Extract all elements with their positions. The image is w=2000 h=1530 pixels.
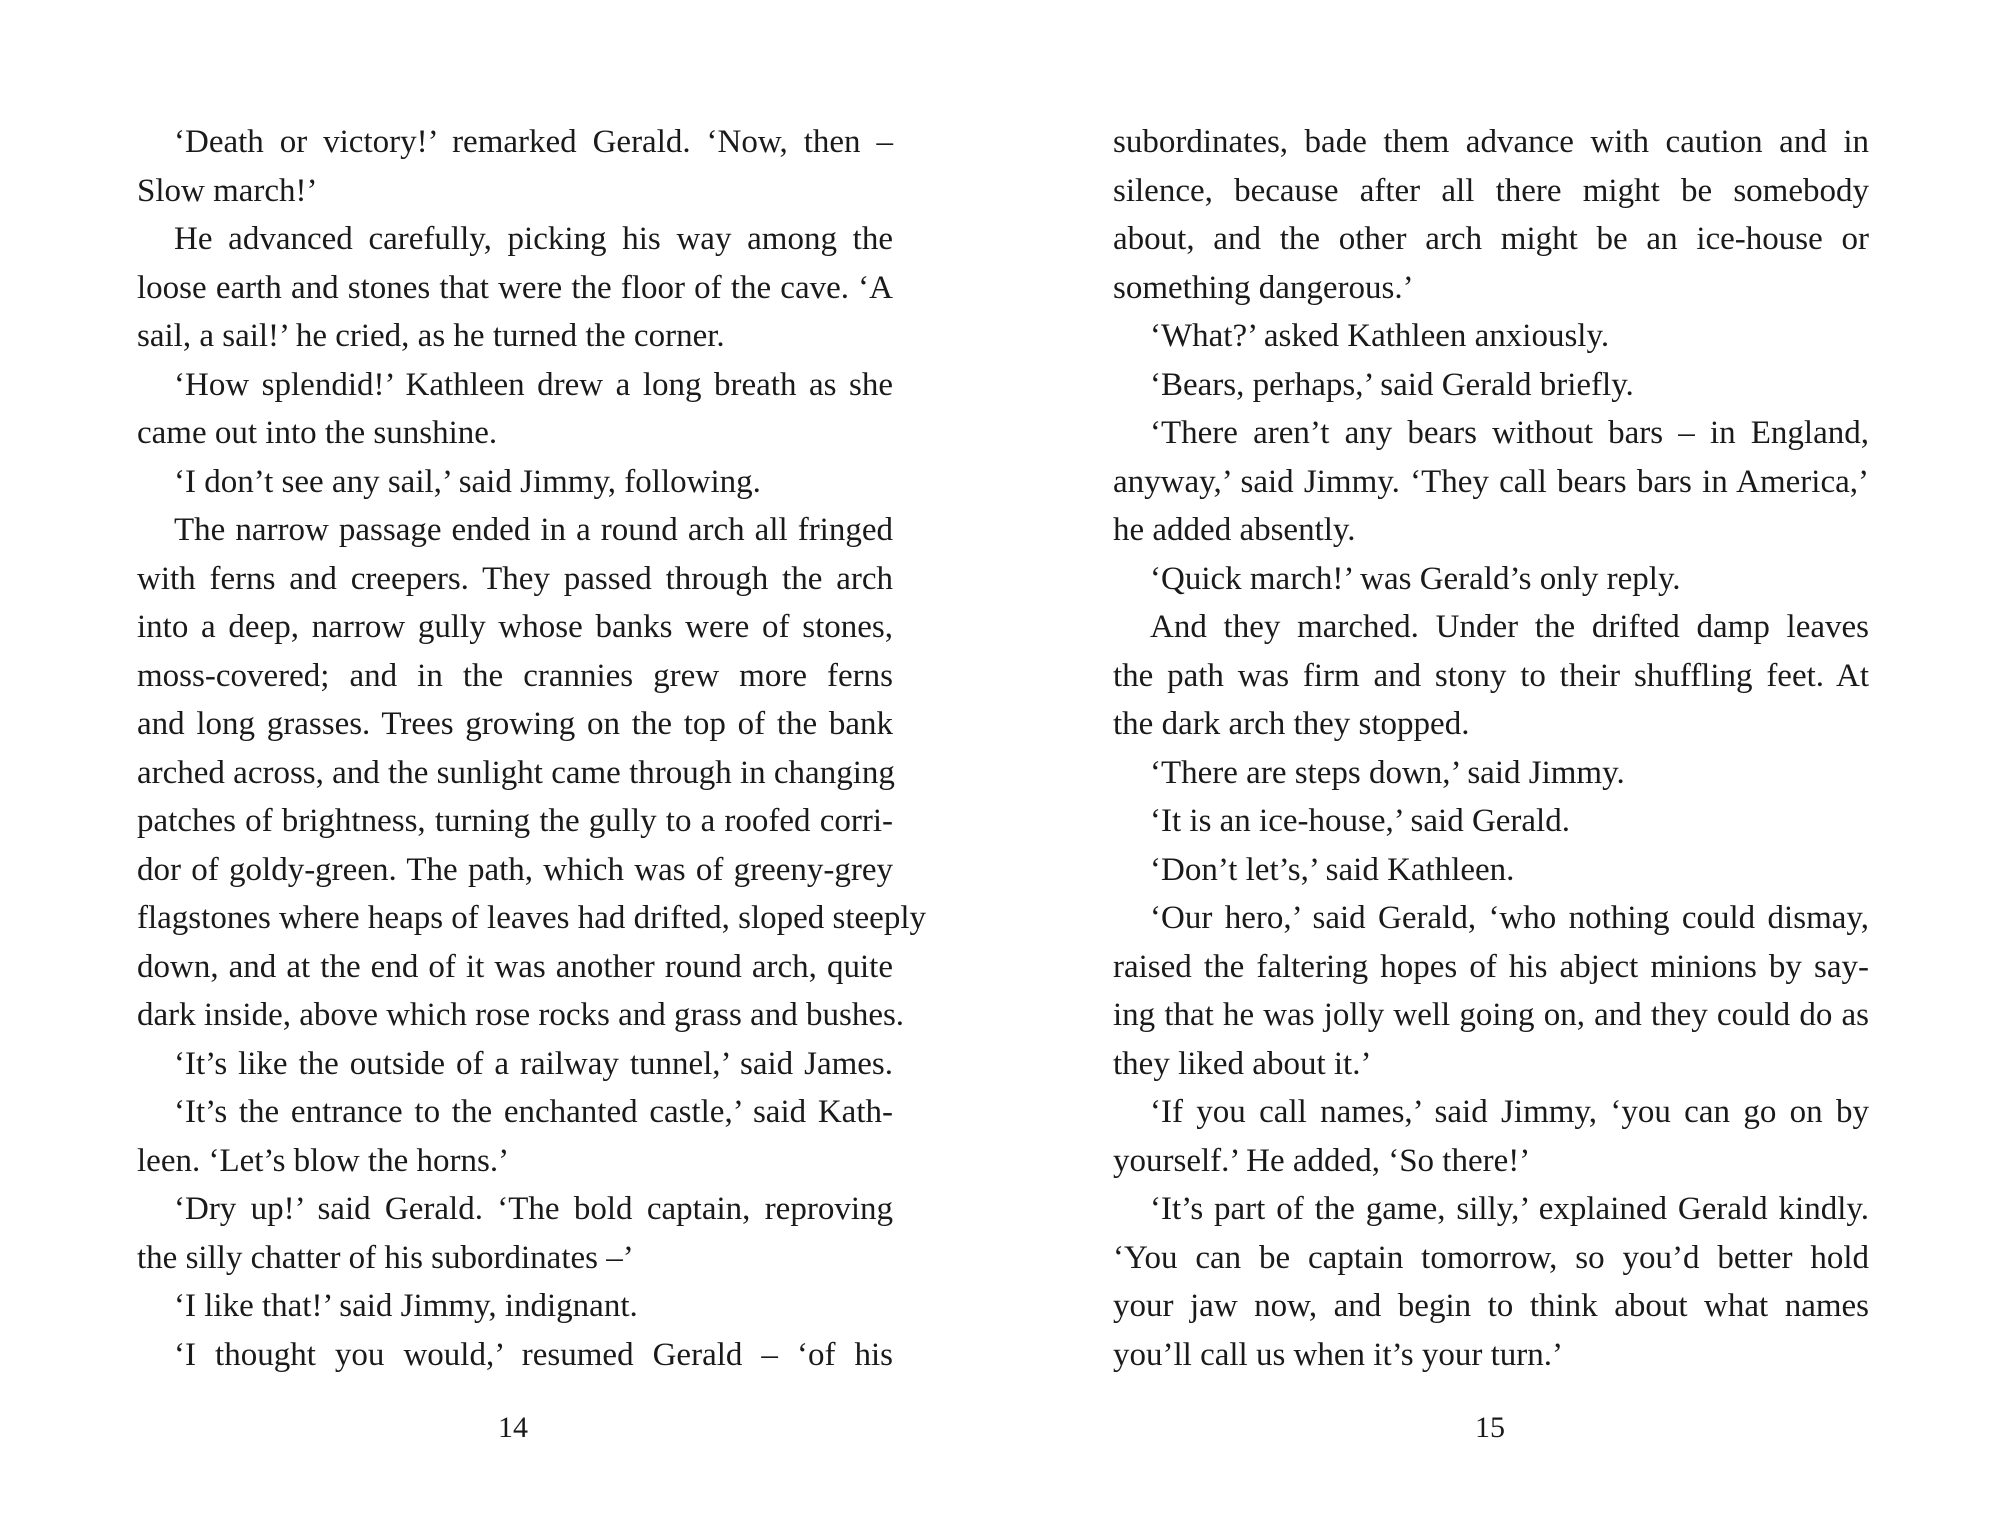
text-line: ‘Our hero,’ said Gerald, ‘who nothing could dismay, [1150,900,1869,936]
text-line: dor of goldy-green. The path, which was of greeny-grey [137,851,893,888]
text-line: he added absently. [1113,512,1356,548]
text-line: ‘I like that!’ said Jimmy, indignant. [174,1288,638,1324]
text-line: silence, because after all there might be somebody [1113,172,1869,209]
text-line: ‘It’s the entrance to the enchanted castle,’ said Kath- [174,1094,893,1130]
text-line: subordinates, bade them advance with caution and in [1113,124,1869,160]
text-line: The narrow passage ended in a round arch all fringed [174,512,893,548]
text-line: came out into the sunshine. [137,415,498,451]
text-line: ‘I don’t see any sail,’ said Jimmy, following. [174,463,761,500]
text-line: patches of brightness, turning the gully to a roofed corri- [137,803,893,839]
text-line: And they marched. Under the drifted damp leaves [1150,609,1869,645]
text-line: ‘It’s part of the game, silly,’ explained Gerald kindly. [1150,1191,1869,1227]
text-line: dark inside, above which rose rocks and grass and bushes. [137,997,905,1033]
text-line: moss-covered; and in the crannies grew more ferns [137,657,893,694]
text-line: ‘If you call names,’ said Jimmy, ‘you can go on by [1150,1094,1869,1130]
text-line: they liked about it.’ [1113,1045,1372,1082]
left-page-text [137,118,926,1379]
text-line: ‘I thought you would,’ resumed Gerald – ‘of his [174,1336,893,1373]
text-line: into a deep, narrow gully whose banks were of stones, [137,609,893,645]
text-line: ‘How splendid!’ Kathleen drew a long breath as she [174,366,893,403]
text-line: the path was firm and stony to their shuffling feet. At [1113,657,1869,694]
text-line: yourself.’ He added, ‘So there!’ [1113,1142,1531,1179]
text-line: loose earth and stones that were the floor of the cave. ‘A [137,269,893,306]
text-line: flagstones where heaps of leaves had drifted, sloped steeply [137,900,926,936]
text-line: the dark arch they stopped. [1113,706,1470,742]
text-line: you’ll call us when it’s your turn.’ [1113,1336,1564,1373]
text-line: the silly chatter of his subordinates –’ [137,1239,634,1276]
text-line: your jaw now, and begin to think about what names [1113,1288,1869,1324]
text-line: ‘It is an ice-house,’ said Gerald. [1150,803,1570,839]
text-line: anyway,’ said Jimmy. ‘They call bears bars in America,’ [1113,463,1869,500]
text-line: ‘There are steps down,’ said Jimmy. [1150,754,1625,791]
text-line: Slow march!’ [137,172,318,209]
text-line: sail, a sail!’ he cried, as he turned the corner. [137,318,725,354]
text-line: ‘Death or victory!’ remarked Gerald. ‘Now, then – [174,124,893,160]
text-line: ‘What?’ asked Kathleen anxiously. [1150,318,1610,354]
text-line: ‘You can be captain tomorrow, so you’d better hold [1113,1239,1869,1276]
text-line: ‘Bears, perhaps,’ said Gerald briefly. [1150,366,1634,403]
page-number-right: 15 [1475,1411,1505,1444]
text-line: ‘Dry up!’ said Gerald. ‘The bold captain, reproving [174,1191,893,1227]
page-number-left: 14 [498,1411,528,1444]
right-page-text [1113,118,1869,1379]
text-line: ‘Don’t let’s,’ said Kathleen. [1150,851,1515,888]
text-line: about, and the other arch might be an ice-house or [1113,221,1869,257]
text-line: arched across, and the sunlight came through in changing [137,754,895,791]
text-line: ‘There aren’t any bears without bars – in England, [1150,415,1869,451]
text-line: He advanced carefully, picking his way among the [174,221,893,257]
text-line: and long grasses. Trees growing on the top of the bank [137,706,893,742]
text-line: ing that he was jolly well going on, and they could do as [1113,997,1869,1033]
text-line: ‘Quick march!’ was Gerald’s only reply. [1150,560,1681,597]
text-line: with ferns and creepers. They passed through the arch [137,560,893,597]
text-line: leen. ‘Let’s blow the horns.’ [137,1142,510,1179]
text-line: down, and at the end of it was another round arch, quite [137,948,893,985]
text-line: raised the faltering hopes of his abject minions by say- [1113,948,1869,985]
text-line: ‘It’s like the outside of a railway tunnel,’ said James. [174,1045,893,1082]
text-line: something dangerous.’ [1113,269,1414,306]
